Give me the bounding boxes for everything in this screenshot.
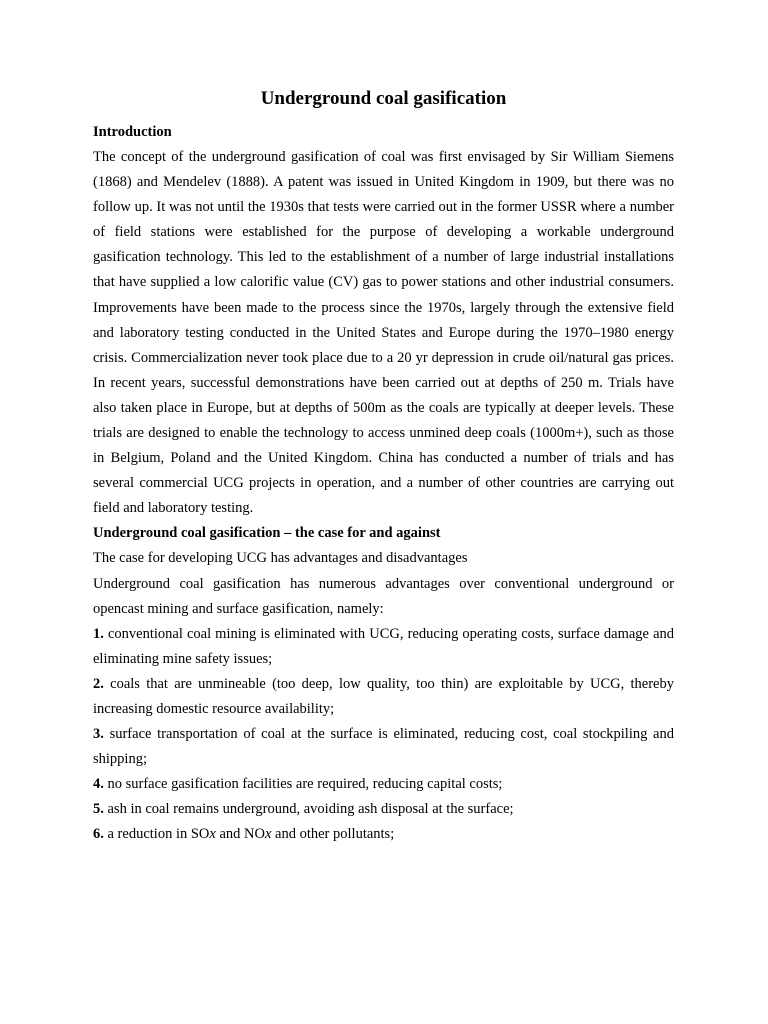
list-number: 4. — [93, 776, 104, 793]
list-item — [93, 622, 674, 672]
list-item — [93, 822, 674, 847]
case-line: The case for developing UCG has advantages and disadvantages — [93, 550, 468, 567]
section-heading-case: Underground coal gasification – the case for and against — [93, 525, 441, 542]
list-item — [93, 722, 674, 772]
list-text: no surface gasification facilities are required, reducing capital costs; — [107, 776, 503, 793]
section-heading-introduction: Introduction — [93, 124, 172, 140]
list-text: ash in coal remains underground, avoiding ash disposal at the surface; — [107, 801, 514, 818]
document-title: Underground coal gasification — [260, 88, 507, 109]
list-item — [93, 772, 674, 797]
list-text: coals that are unmineable (too deep, low quality, too thin) are exploitable by UCG, thereby increasing domestic resource availability; — [93, 675, 674, 717]
list-item — [93, 797, 674, 822]
list-number: 6. — [93, 826, 104, 843]
list-item — [93, 672, 674, 722]
list-text: conventional coal mining is eliminated with UCG, reducing operating costs, surface damage and eliminating mine safety issues; — [93, 625, 675, 667]
list-number: 3. — [93, 726, 104, 743]
intro-paragraph: The concept of the underground gasification of coal was first envisaged by Sir William Siemens (1868) and Mendelev (1888). A patent was issued in United Kingdom in 1909, but there was no follow up. It was not until the 1930s that tests were carried out in the former USSR where a number of field stations were established for the purpose of developing a workable underground gasification technology. This led to the establishment of a number of large industrial installations that have supplied a low calorific value (CV) gas to power stations and other industrial consumers. Improvements have been made to the process since the 1970s, largely through the extensive field and laboratory testing conducted in the United States and Europe during the 1970–1980 energy crisis. Commercialization never took place due to a 20 yr depression in crude oil/natural gas prices. In recent years, successful demonstrations have been carried out at depths of 250 m. Trials have also taken place in Europe, but at depths of 500m as the coals are typically at deeper levels. These trials are designed to enable the technology to access unmined deep coals (1000m+), such as those in Belgium, Poland and the United Kingdom. China has conducted a number of trials and has several commercial UCG projects in operation, and a number of other countries are carrying out field and laboratory testing. — [93, 149, 674, 517]
list-number: 5. — [93, 801, 104, 818]
list-number: 1. — [93, 625, 104, 642]
list-text: surface transportation of coal at the surface is eliminated, reducing cost, coal stockpiling and shipping; — [93, 726, 674, 768]
list-text: a reduction in SOx and NOx and other pollutants; — [107, 826, 395, 843]
list-number: 2. — [93, 675, 104, 692]
advantages-intro: Underground coal gasification has numerous advantages over conventional underground or opencast mining and surface gasification, namely: — [93, 575, 674, 617]
